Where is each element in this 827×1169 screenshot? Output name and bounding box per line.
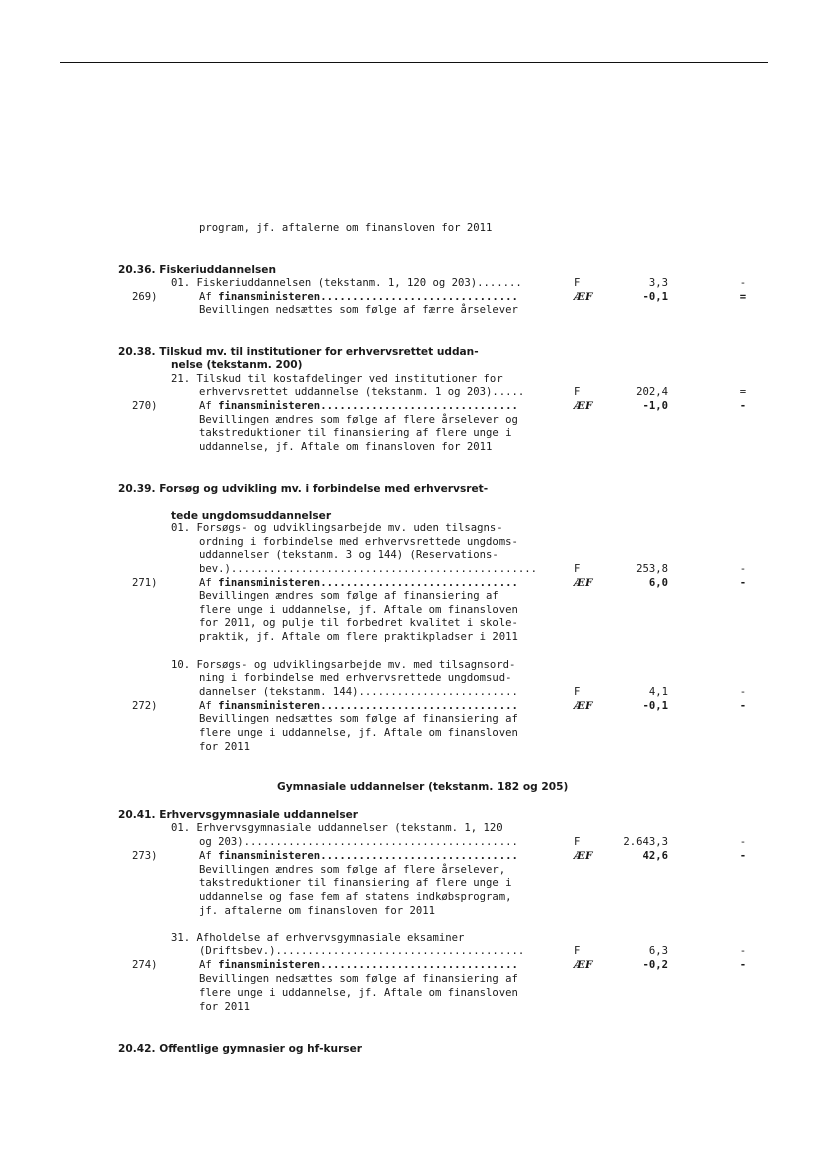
amount: 6,3: [648, 945, 668, 957]
dash-mark: -: [739, 277, 747, 289]
footnote-ref: 270): [132, 400, 158, 412]
note-line: uddannelse, jf. Aftale om finansloven for 2011: [199, 441, 493, 453]
af-bold: finansministeren: [218, 850, 321, 862]
note-line: Bevillingen ændres som følge af flere årselever,: [199, 864, 506, 876]
note-line: Bevillingen ændres som følge af flere årselever og: [199, 414, 518, 426]
flag: F: [574, 563, 581, 575]
section-heading-20-36: 20.36. Fiskeriuddannelsen: [118, 264, 276, 276]
item-text: 01. Fiskeriuddannelsen (tekstanm. 1, 120 og 203).......: [171, 277, 522, 289]
amount-change: -0,1: [642, 700, 668, 712]
flag: F: [574, 386, 581, 398]
amount-change: 42,6: [642, 850, 668, 862]
dash-mark: -: [739, 577, 747, 589]
footnote-ref: 273): [132, 850, 158, 862]
section-heading-20-38: 20.38. Tilskud mv. til institutioner for erhvervsrettet uddan-: [118, 346, 479, 358]
amount: 2.643,3: [623, 836, 668, 848]
flag: ÆF: [574, 700, 593, 712]
item-text: (Driftsbev.).......................................: [199, 945, 525, 957]
amount-change: -0,2: [642, 959, 668, 971]
note-line: Bevillingen nedsættes som følge af finansiering af: [199, 973, 518, 985]
note-line: for 2011: [199, 741, 251, 753]
section-heading-cont: tede ungdomsuddannelser: [171, 510, 332, 522]
amount: 202,4: [636, 386, 668, 398]
flag: F: [574, 686, 581, 698]
flag: F: [574, 277, 581, 289]
item-text: 21. Tilskud til kostafdelinger ved institutioner for: [171, 373, 503, 385]
footnote-ref: 272): [132, 700, 158, 712]
flag: ÆF: [574, 959, 593, 971]
af-bold: finansministeren: [218, 577, 321, 589]
af-bold: finansministeren: [218, 400, 321, 412]
note-line: takstreduktioner til finansiering af flere unge i: [199, 877, 512, 889]
amount: 3,3: [648, 277, 668, 289]
dash-mark: =: [739, 291, 747, 303]
item-text: uddannelser (tekstanm. 3 og 144) (Reservations-: [199, 549, 499, 561]
note-line: jf. aftalerne om finansloven for 2011: [199, 905, 435, 917]
af-line: Af finansministeren...............................: [199, 577, 518, 589]
item-text: ordning i forbindelse med erhvervsrettede ungdoms-: [199, 536, 518, 548]
section-heading-20-39: 20.39. Forsøg og udvikling mv. i forbindelse med erhvervsret-: [118, 483, 489, 495]
footnote-ref: 274): [132, 959, 158, 971]
note-line: Bevillingen nedsættes som følge af finansiering af: [199, 713, 518, 725]
note-line: uddannelse og fase fem af statens indkøbsprogram,: [199, 891, 512, 903]
intro-text: program, jf. aftalerne om finansloven for 2011: [199, 222, 493, 234]
af-line: Af finansministeren...............................: [199, 400, 518, 412]
flag: ÆF: [574, 577, 593, 589]
note-line: Bevillingen ændres som følge af finansiering af: [199, 590, 499, 602]
footnote-ref: 269): [132, 291, 158, 303]
item-text: 10. Forsøgs- og udviklingsarbejde mv. med tilsagnsord-: [171, 659, 516, 671]
note-line: praktik, jf. Aftale om flere praktikpladser i 2011: [199, 631, 518, 643]
note-line: flere unge i uddannelse, jf. Aftale om finansloven: [199, 604, 518, 616]
header-rule: [60, 62, 768, 63]
flag: ÆF: [574, 400, 593, 412]
flag: ÆF: [574, 850, 593, 862]
dash-mark: -: [739, 836, 747, 848]
dash-mark: -: [739, 945, 747, 957]
section-heading-cont: nelse (tekstanm. 200): [171, 359, 303, 371]
dash-mark: -: [739, 959, 747, 971]
af-bold: finansministeren: [218, 700, 321, 712]
flag: F: [574, 945, 581, 957]
section-heading-20-42: 20.42. Offentlige gymnasier og hf-kurser: [118, 1043, 363, 1055]
dash-mark: -: [739, 850, 747, 862]
flag: ÆF: [574, 291, 593, 303]
af-bold: finansministeren: [218, 291, 321, 303]
section-heading-20-41: 20.41. Erhvervsgymnasiale uddannelser: [118, 809, 359, 821]
flag: F: [574, 836, 581, 848]
item-text: ning i forbindelse med erhvervsrettede ungdomsud-: [199, 672, 512, 684]
footnote-ref: 271): [132, 577, 158, 589]
amount: 4,1: [648, 686, 668, 698]
af-line: Af finansministeren...............................: [199, 291, 518, 303]
note-line: takstreduktioner til finansiering af flere unge i: [199, 427, 512, 439]
af-line: Af finansministeren...............................: [199, 850, 518, 862]
af-line: Af finansministeren...............................: [199, 959, 518, 971]
dash-mark: =: [739, 386, 747, 398]
note-line: for 2011, og pulje til forbedret kvalitet i skole-: [199, 617, 518, 629]
dash-mark: -: [739, 563, 747, 575]
amount-change: -0,1: [642, 291, 668, 303]
dash-mark: -: [739, 686, 747, 698]
amount: 253,8: [636, 563, 668, 575]
item-text: bev.)................................................: [199, 563, 538, 575]
group-heading: Gymnasiale uddannelser (tekstanm. 182 og 205): [277, 781, 569, 793]
af-line: Af finansministeren...............................: [199, 700, 518, 712]
item-text: 01. Erhvervsgymnasiale uddannelser (tekstanm. 1, 120: [171, 822, 503, 834]
item-text: og 203)...........................................: [199, 836, 518, 848]
item-text: erhvervsrettet uddannelse (tekstanm. 1 og 203).....: [199, 386, 525, 398]
dash-mark: -: [739, 700, 747, 712]
item-text: 01. Forsøgs- og udviklingsarbejde mv. uden tilsagns-: [171, 522, 503, 534]
note-line: Bevillingen nedsættes som følge af færre årselever: [199, 304, 518, 316]
amount-change: -1,0: [642, 400, 668, 412]
item-text: 31. Afholdelse af erhvervsgymnasiale eksaminer: [171, 932, 465, 944]
af-bold: finansministeren: [218, 959, 321, 971]
item-text: dannelser (tekstanm. 144).........................: [199, 686, 518, 698]
note-line: flere unge i uddannelse, jf. Aftale om finansloven: [199, 987, 518, 999]
amount-change: 6,0: [648, 577, 668, 589]
dash-mark: -: [739, 400, 747, 412]
note-line: for 2011: [199, 1001, 251, 1013]
note-line: flere unge i uddannelse, jf. Aftale om finansloven: [199, 727, 518, 739]
